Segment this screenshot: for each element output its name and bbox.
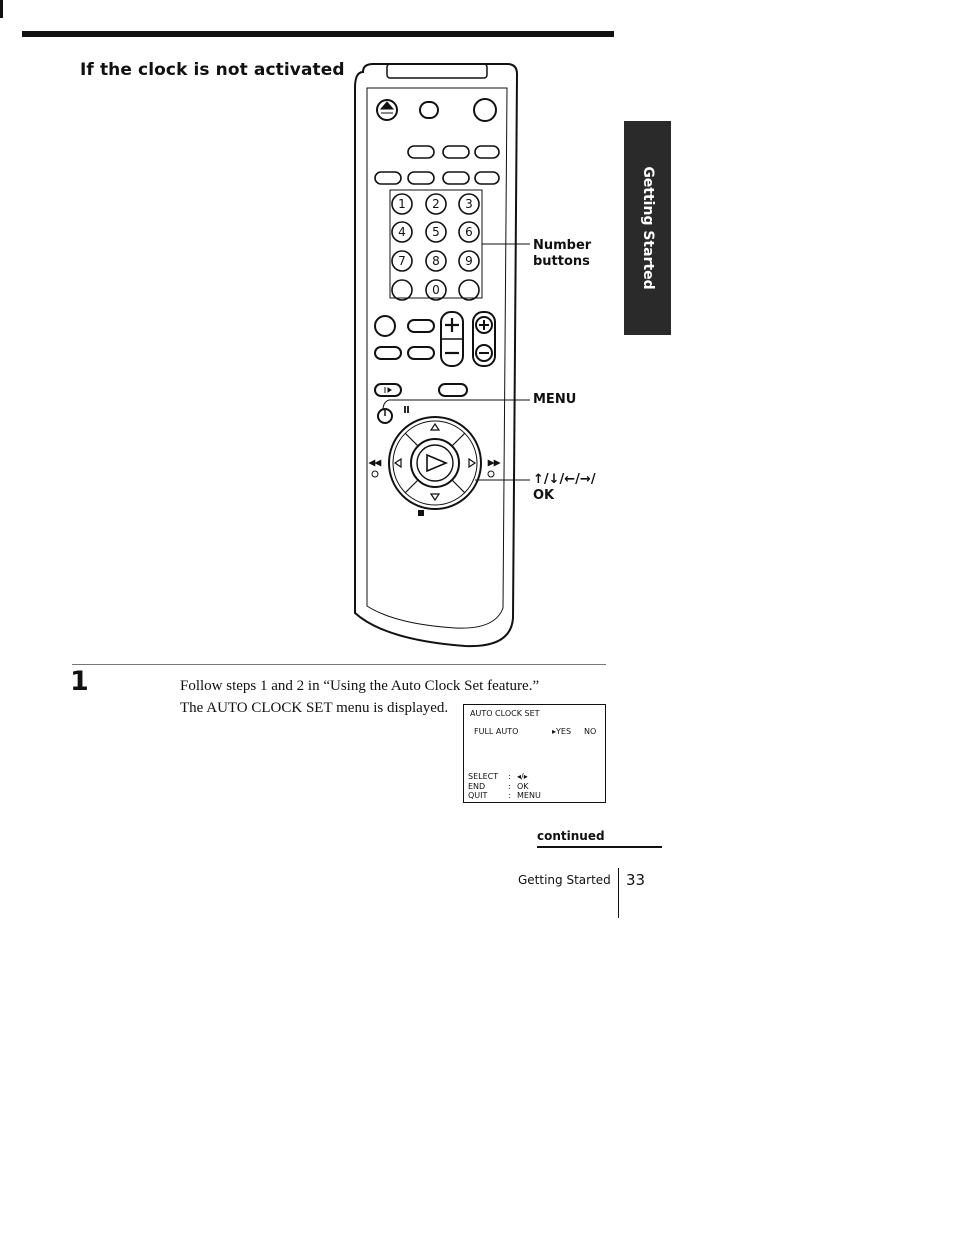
continued-rule — [537, 846, 662, 848]
footer-divider — [618, 868, 619, 918]
osd-row-key: QUIT — [468, 791, 488, 800]
section-heading: If the clock is not activated — [80, 60, 345, 80]
continued-label: continued — [537, 829, 605, 843]
key-8: 8 — [432, 254, 440, 268]
page-edge-mark — [0, 0, 3, 18]
osd-option-yes: ▸YES — [552, 727, 572, 736]
page-number: 33 — [626, 871, 646, 889]
side-tab — [624, 121, 671, 335]
step-line-1: Follow steps 1 and 2 in “Using the Auto Clock Set feature.” — [180, 678, 540, 694]
callout-number-buttons: Number buttons — [533, 238, 592, 269]
key-7: 7 — [398, 254, 406, 268]
footer-section-name: Getting Started — [518, 873, 611, 887]
osd-row-key: SELECT — [468, 772, 499, 781]
osd-row-key: END — [468, 782, 486, 791]
key-2: 2 — [432, 197, 440, 211]
side-tab-label: Getting Started — [639, 166, 656, 290]
osd-title: AUTO CLOCK SET — [470, 709, 540, 718]
switch-icon — [420, 102, 438, 118]
osd-row-sep: : — [508, 772, 511, 781]
stop-icon — [418, 510, 424, 516]
key-3: 3 — [465, 197, 473, 211]
step-number: 1 — [70, 666, 89, 697]
shuttle-ring — [389, 417, 481, 509]
key-6: 6 — [465, 225, 473, 239]
power-button-icon — [474, 99, 496, 121]
auto-clock-set-menu — [463, 704, 606, 803]
key-9: 9 — [465, 254, 473, 268]
key-1: 1 — [398, 197, 406, 211]
key-5: 5 — [432, 225, 440, 239]
step-divider — [72, 664, 606, 665]
osd-row-sep: : — [508, 782, 511, 791]
osd-row-value: MENU — [517, 791, 541, 800]
top-rule — [22, 31, 614, 37]
key-0: 0 — [432, 283, 440, 297]
play-icon — [427, 455, 446, 471]
osd-option-no: NO — [584, 727, 597, 736]
osd-row-value: OK — [517, 782, 529, 791]
eject-icon — [377, 100, 397, 120]
osd-option-label: FULL AUTO — [474, 727, 519, 736]
callout-menu: MENU — [533, 392, 577, 407]
remote-control-illustration — [345, 58, 615, 658]
osd-row-value: ◂/▸ — [517, 772, 528, 781]
key-4: 4 — [398, 225, 406, 239]
step-line-2: The AUTO CLOCK SET menu is displayed. — [180, 700, 449, 716]
callout-arrows-ok: ↑/↓/←/→/ OK — [533, 472, 596, 503]
osd-row-sep: : — [508, 791, 511, 800]
